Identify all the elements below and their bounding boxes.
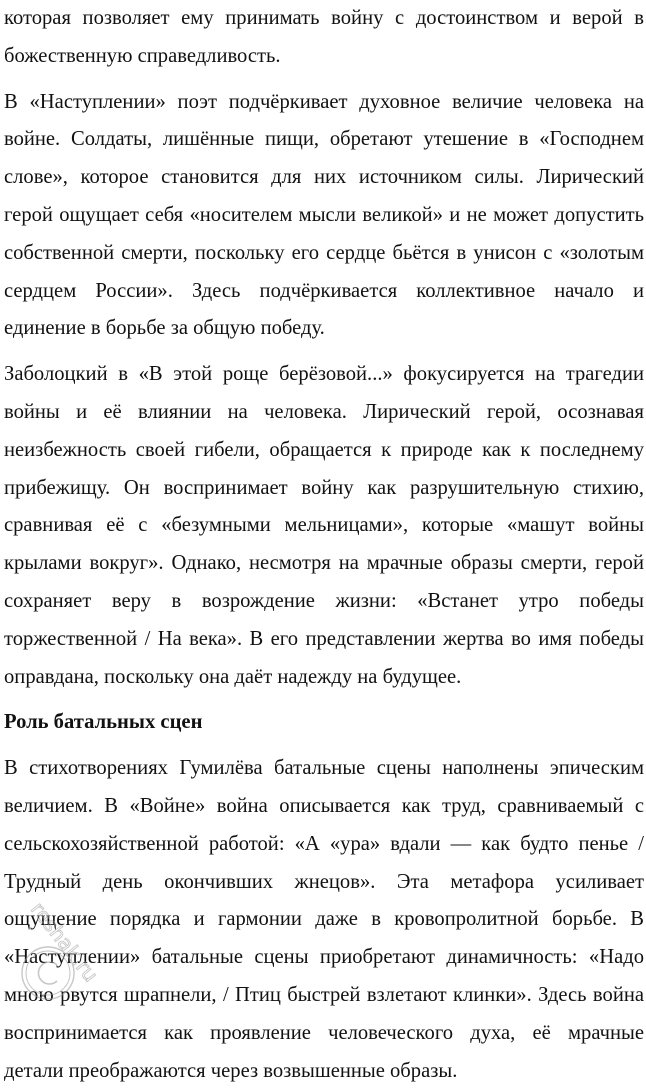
paragraph-2 [4,84,644,349]
text-line: торжественной / На века». В его представлении жертва во имя победы [4,627,644,650]
text-line: В «Наступлении» поэт подчёркивает духовное величие человека на [4,90,644,113]
text-line: собственной смерти, поскольку его сердце бьётся в унисон с «золотым [4,241,644,264]
text-line: Трудный день окончивших жнецов». Эта метафора усиливает [4,870,644,893]
text-line: сохраняет веру в возрождение жизни: «Встанет утро победы [4,589,644,612]
section-heading: Роль батальных сцен [4,711,203,734]
text-line: которая позволяет ему принимать войну с достоинством и верой в [4,7,644,29]
text-line: неизбежность своей гибели, обращается к природе как к последнему [4,438,644,461]
text-line: сердцем России». Здесь подчёркивается коллективное начало и [4,279,644,302]
text-line: мною рвутся шрапнели, / Птиц быстрей взлетают клинки». Здесь война [4,983,644,1006]
text-line: слове», которое становится для них источником силы. Лирический [4,166,644,189]
text-line: герой ощущает себя «носителем мысли великой» и не может допустить [4,203,644,226]
text-line: сельскохозяйственной работой: «А «ура» вдали — как будто пенье / [4,832,644,855]
paragraph-3 [4,356,644,696]
text-line: сравнивая её с «безумными мельницами», которые «машут войны [4,514,644,537]
text-line: войне. Солдаты, лишённые пищи, обретают утешение в «Господнем [4,128,644,151]
text-line: оправдана, поскольку она даёт надежду на будущее. [4,665,462,688]
paragraph-1 [4,0,644,76]
text-line: величием. В «Войне» война описывается как труд, сравниваемый с [4,794,644,817]
text-line: Заболоцкий в «В этой роще берёзовой...» фокусируется на трагедии [4,363,644,386]
text-line: божественную справедливость. [4,44,281,67]
document-page [4,0,644,1090]
paragraph-4 [4,750,644,1090]
svg-text:reshak.ru: reshak.ru [26,897,104,987]
text-line: детали преображаются через возвышенные образы. [4,1059,458,1082]
text-line: В стихотворениях Гумилёва батальные сцены наполнены эпическим [4,757,644,780]
text-line: воспринимается как проявление человеческого духа, её мрачные [4,1021,644,1044]
text-line: прибежищу. Он воспринимает войну как разрушительную стихию, [4,476,644,499]
text-line: единение в борьбе за общую победу. [4,317,325,340]
text-line: ощущение порядка и гармонии даже в кровопролитной борьбе. В [4,908,644,931]
text-line: войны и её влиянии на человека. Лирический герой, осознавая [4,400,644,423]
text-line: «Наступлении» батальные сцены приобретают динамичность: «Надо [4,946,644,969]
text-line: крылами вокруг». Однако, несмотря на мрачные образы смерти, герой [4,552,644,575]
